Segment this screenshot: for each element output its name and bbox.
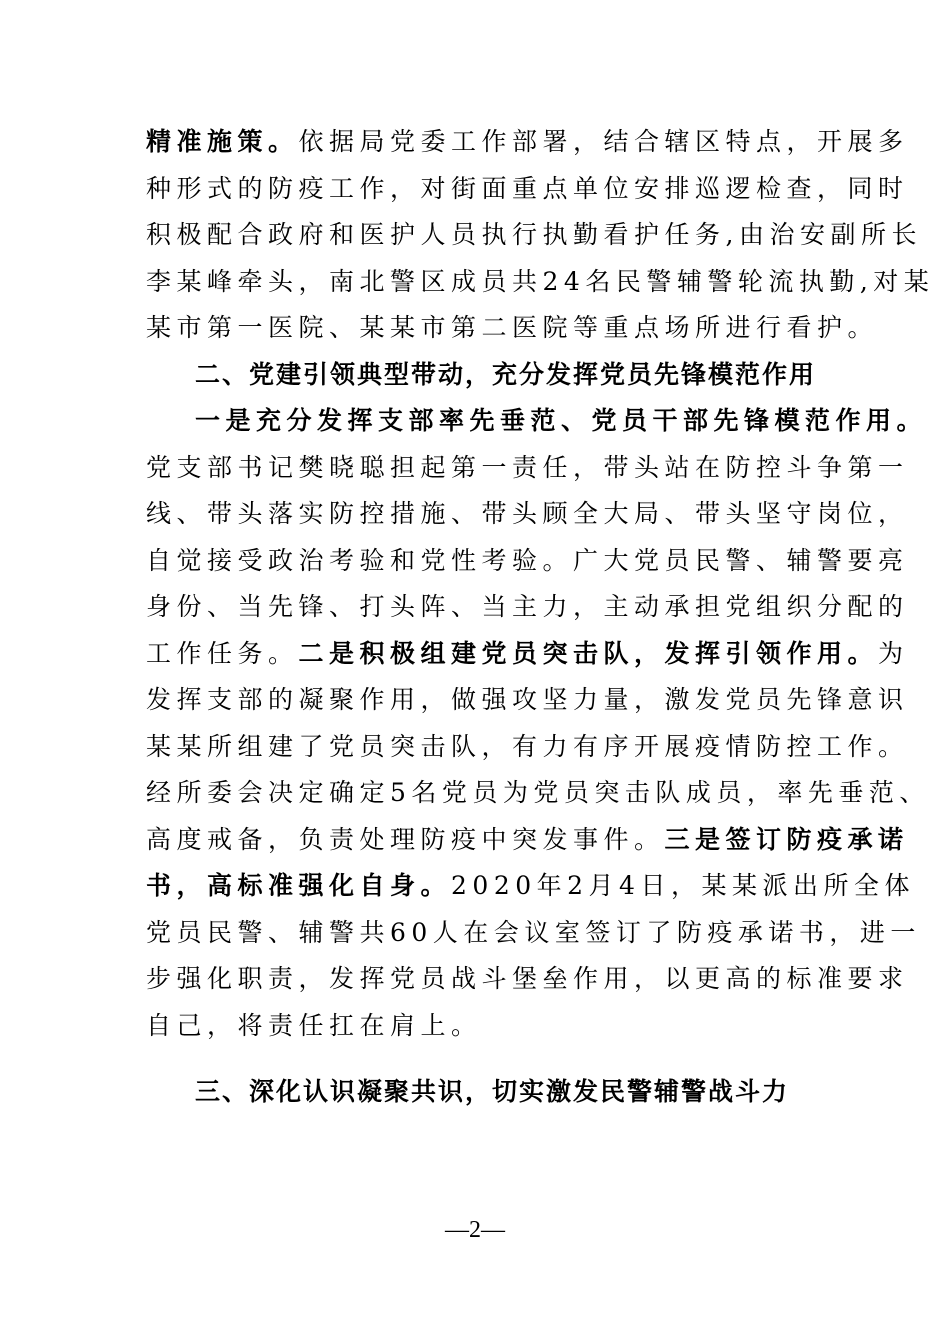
text-run: 步强化职责，发挥党员战斗堡垒作用，以更高的标准要求: [146, 964, 909, 993]
paragraph-line: [146, 631, 909, 677]
paragraph-line: [146, 817, 909, 863]
paragraph-line: [146, 305, 879, 351]
text-run: 发挥支部的凝聚作用，做强攻坚力量，激发党员先锋意识: [146, 685, 909, 714]
paragraph-line: [146, 119, 909, 165]
text-run: 种形式的防疫工作，对街面重点单位安排巡逻检查，同时: [146, 174, 909, 203]
paragraph-line: [146, 956, 909, 1002]
paragraph-line: [146, 212, 922, 258]
paragraph-line: [146, 445, 909, 491]
text-run: 某市第一医院、某某市第二医院等重点场所进行看护。: [146, 313, 879, 342]
text-run: 自觉接受政治考验和党性考验。广大党员民警、辅警要亮: [146, 546, 909, 575]
paragraph-line: [146, 910, 921, 956]
text-run: 党支部书记樊晓聪担起第一责任，带头站在防控斗争第一: [146, 453, 909, 482]
text-run: 党员民警、辅警共60人在会议室签订了防疫承诺书，进一: [146, 918, 921, 947]
paragraph-line: [146, 677, 909, 723]
text-run: 身份、当先锋、打头阵、当主力，主动承担党组织分配的: [146, 592, 909, 621]
paragraph-line: [146, 770, 930, 816]
bold-text: 一是充分发挥支部率先垂范、党员干部先锋模范作用。: [195, 406, 928, 435]
text-run: 高度戒备，负责处理防疫中突发事件。: [146, 825, 665, 854]
paragraph-line: [146, 584, 909, 630]
bold-text: 三是签订防疫承诺: [664, 825, 909, 854]
paragraph-line: [146, 863, 915, 909]
paragraph-line: [146, 259, 935, 305]
section-heading: [195, 1069, 816, 1115]
text-run: 2020年2月4日，某某派出所全体: [451, 871, 915, 900]
text-run: 某某所组建了党员突击队，有力有序开展疫情防控工作。: [146, 732, 909, 761]
paragraph-line: [146, 491, 909, 537]
bold-text: 二、党建引领典型带动，充分发挥党员先锋模范作用: [195, 360, 817, 389]
paragraph-line: [146, 166, 909, 212]
text-run: 李某峰牵头，南北警区成员共24名民警辅警轮流执勤,对某: [146, 267, 935, 296]
paragraph-line: [146, 724, 909, 770]
text-run: 自己，将责任扛在肩上。: [146, 1011, 482, 1040]
bold-text: 二是积极组建党员突击队，发挥引领作用。: [298, 639, 879, 668]
text-run: 依据局党委工作部署，结合辖区特点，开展多: [298, 127, 909, 156]
text-run: 积极配合政府和医护人员执行执勤看护任务,由治安副所长: [146, 220, 922, 249]
paragraph-line: [146, 1003, 816, 1049]
text-run: 工作任务。: [146, 639, 299, 668]
section-heading: [195, 352, 816, 398]
text-run: 为: [878, 639, 909, 668]
bold-text: 书，高标准强化自身。: [146, 871, 452, 900]
text-run: 经所委会决定确定5名党员为党员突击队成员，率先垂范、: [146, 778, 930, 807]
paragraph-line: [146, 538, 909, 584]
page-number: —2—: [445, 1217, 505, 1243]
bold-text: 三、深化认识凝聚共识，切实激发民警辅警战斗力: [195, 1077, 790, 1106]
paragraph-line: [195, 398, 928, 444]
text-run: 线、带头落实防控措施、带头顾全大局、带头坚守岗位，: [146, 499, 909, 528]
bold-text: 精准施策。: [146, 127, 299, 156]
